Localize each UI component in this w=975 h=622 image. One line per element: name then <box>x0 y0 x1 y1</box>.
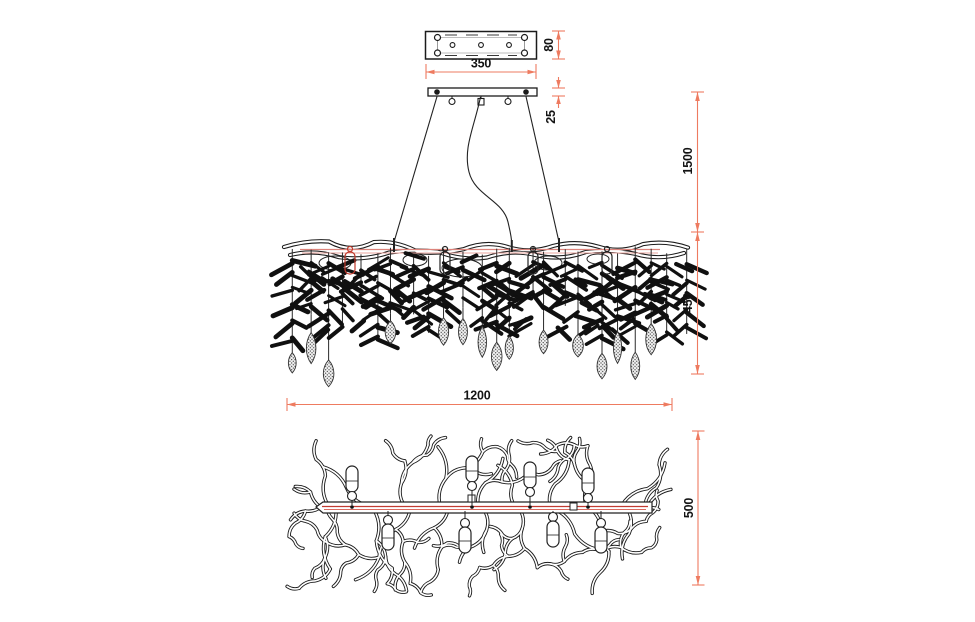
dim-bar-thickness-value: 25 <box>544 110 558 124</box>
suspension-wires <box>394 97 559 245</box>
dim-canopy-width <box>426 57 536 80</box>
dim-canopy-depth-value: 80 <box>542 38 556 52</box>
wire-left <box>394 97 437 243</box>
dim-bar-thickness <box>544 77 565 124</box>
suspension-bar-side-view <box>428 88 537 105</box>
dim-fixture-length <box>287 389 672 412</box>
dim-fixture-depth <box>682 431 705 585</box>
dim-fixture-depth-value: 500 <box>682 497 696 519</box>
dim-canopy-depth <box>542 31 565 59</box>
chandelier-side-view <box>271 238 706 387</box>
chandelier-plan-view <box>287 436 671 596</box>
dim-canopy-width-value: 350 <box>470 56 492 71</box>
power-cable <box>467 97 512 244</box>
dim-suspension-height <box>681 92 704 232</box>
canopy-top-view <box>426 32 537 60</box>
dim-body-height-value: 450 <box>681 292 695 314</box>
dim-fixture-length-value: 1200 <box>463 388 491 403</box>
dim-suspension-height-value: 1500 <box>681 147 695 175</box>
